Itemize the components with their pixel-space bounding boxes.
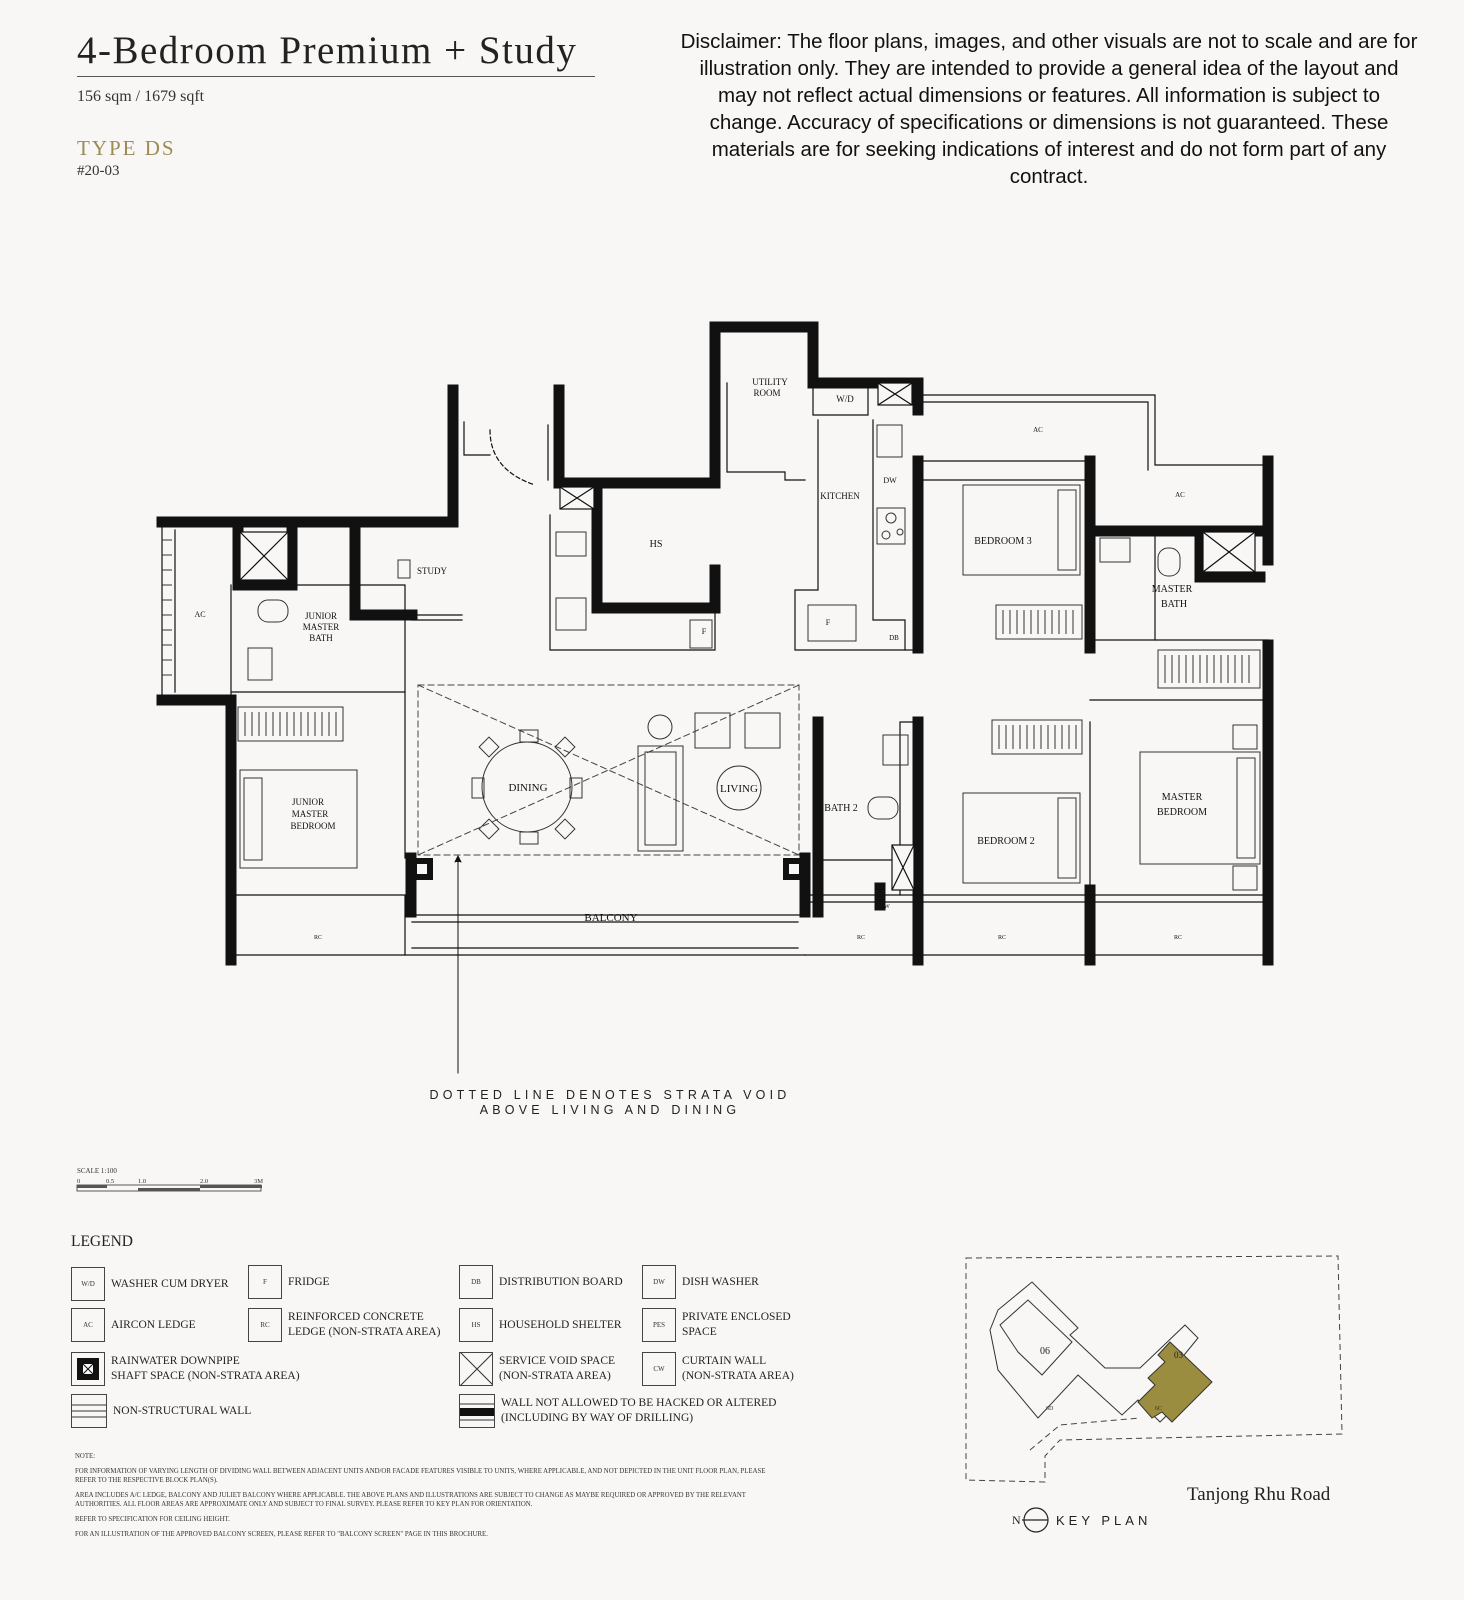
legend-code-ac: AC xyxy=(71,1308,105,1342)
legend-label-rc-1: REINFORCED CONCRETE xyxy=(288,1311,424,1323)
unit-area: 156 sqm / 1679 sqft xyxy=(77,88,205,105)
label-living: LIVING xyxy=(720,783,758,795)
legend-label-wall-no-hack-2: (INCLUDING BY WAY OF DRILLING) xyxy=(501,1412,694,1424)
scale-seg-3 xyxy=(200,1185,262,1188)
label-dw: DW xyxy=(883,476,897,485)
dining-chair-7 xyxy=(479,819,499,839)
side-table xyxy=(648,715,672,739)
bed-bedroom3 xyxy=(963,485,1080,575)
dining-chair-8 xyxy=(555,819,575,839)
legend-label-ac: AIRCON LEDGE xyxy=(111,1318,196,1331)
scale-seg-2 xyxy=(138,1188,200,1191)
legend-code-cw: CW xyxy=(642,1352,676,1386)
label-jmb-2: MASTER xyxy=(302,622,340,632)
void-note-arrow xyxy=(455,856,461,862)
label-rc-4: RC xyxy=(1173,935,1183,941)
legend-label-pes-2: SPACE xyxy=(682,1326,717,1338)
legend-item-ac xyxy=(71,1308,196,1342)
legend-item-wd xyxy=(71,1267,229,1301)
legend-label-pes xyxy=(682,1310,791,1340)
note-4: FOR AN ILLUSTRATION OF THE APPROVED BALCONY SCREEN, PLEASE REFER TO "BALCONY SCREEN" PAGE IN THIS BROCHURE. xyxy=(75,1531,488,1538)
legend-label-rc-2: LEDGE (NON-STRATA AREA) xyxy=(288,1326,441,1338)
keyplan-label-06: 06 xyxy=(1040,1346,1050,1357)
notes-title: NOTE: xyxy=(75,1453,96,1460)
legend-label-fridge: FRIDGE xyxy=(288,1275,330,1288)
label-jmb-3: BATH xyxy=(309,633,333,643)
label-bedroom2: BEDROOM 2 xyxy=(977,836,1035,847)
legend-item-pes xyxy=(642,1308,791,1342)
label-balcony: BALCONY xyxy=(584,912,638,924)
bed-jmb xyxy=(240,770,357,868)
key-plan-label: KEY PLAN xyxy=(1056,1513,1152,1528)
legend-label-wall-no-hack xyxy=(501,1396,776,1426)
legend-item-dw xyxy=(642,1265,759,1299)
kitchen-fridge xyxy=(808,605,856,641)
legend-symbol-service-void xyxy=(459,1352,493,1386)
bedside-master-2 xyxy=(1233,866,1257,890)
legend-label-rainwater-1: RAINWATER DOWNPIPE xyxy=(111,1355,240,1367)
label-rc-2: RC xyxy=(856,935,866,941)
legend-code-pes: PES xyxy=(642,1308,676,1342)
label-ac-west: AC xyxy=(194,610,206,619)
study-door xyxy=(412,615,462,620)
bed-master-pillow xyxy=(1237,758,1255,858)
label-kitchen: KITCHEN xyxy=(820,491,860,501)
wall-study-west xyxy=(355,530,412,615)
legend-item-wall-no-hack xyxy=(459,1394,776,1428)
scale-tick-0: 0 xyxy=(77,1178,81,1185)
legend-item-service-void xyxy=(459,1352,615,1386)
hob-burner-2 xyxy=(882,531,890,539)
legend-label-service-void-1: SERVICE VOID SPACE xyxy=(499,1355,616,1367)
kitchen-oven xyxy=(556,598,586,630)
legend-label-cw-1: CURTAIN WALL xyxy=(682,1355,767,1367)
legend-label-service-void xyxy=(499,1354,615,1384)
legend-label-dw: DISH WASHER xyxy=(682,1275,759,1288)
road-name: Tanjong Rhu Road xyxy=(1187,1484,1331,1505)
legend-symbol-wall-no-hack xyxy=(459,1394,495,1428)
label-db: DB xyxy=(889,634,899,642)
legend-code-fridge: F xyxy=(248,1265,282,1299)
label-dining: DINING xyxy=(508,782,548,794)
wardrobe-bedroom2-hangers xyxy=(999,725,1076,749)
entrance-door-swing xyxy=(490,430,535,485)
legend-label-cw xyxy=(682,1354,794,1384)
legend-label-pes-1: PRIVATE ENCLOSED xyxy=(682,1311,791,1323)
wc-jmb xyxy=(258,600,288,622)
label-bedroom3: BEDROOM 3 xyxy=(974,536,1032,547)
strata-void-note: DOTTED LINE DENOTES STRATA VOID ABOVE LIVING AND DINING xyxy=(429,1088,791,1117)
label-master-bath-1: MASTER xyxy=(1151,584,1193,595)
sofa-cushion xyxy=(645,752,676,845)
north-label: N xyxy=(1012,1513,1021,1527)
legend-label-wall-no-hack-1: WALL NOT ALLOWED TO BE HACKED OR ALTERED xyxy=(501,1397,777,1409)
label-cw: CW xyxy=(880,904,890,910)
wc-master xyxy=(1158,548,1180,576)
legend-item-fridge xyxy=(248,1265,330,1299)
scale-label: SCALE 1:100 xyxy=(77,1167,117,1175)
notes-block xyxy=(75,1452,775,1545)
rainwater-shaft-1-inner xyxy=(417,864,427,874)
scale-tick-2: 2.0 xyxy=(200,1178,209,1185)
basin-master xyxy=(1100,538,1130,562)
unit-number: #20-03 xyxy=(77,163,120,179)
legend-label-cw-2: (NON-STRATA AREA) xyxy=(682,1370,794,1382)
legend-label-rainwater xyxy=(111,1354,300,1384)
legend-title: LEGEND xyxy=(71,1233,133,1250)
site-path xyxy=(1030,1418,1140,1450)
study-chair xyxy=(398,560,410,578)
note-2: AREA INCLUDES A/C LEDGE, BALCONY AND JULIET BALCONY WHERE APPLICABLE. THE ABOVE PLANS AND ILLUSTRATIONS ARE SUBJECT TO CHANGE AS MAYBE REQUIRED OR APPROVED BY THE RELEVANT AUTHORITIES. ALL FLOOR AREAS ARE APPROXIMATE ONLY AND SUBJECT TO FINAL SURVEY. PLEASE REFER TO KEY PLAN FOR ORIENTATION. xyxy=(75,1492,746,1508)
legend-label-non-structural: NON-STRUCTURAL WALL xyxy=(113,1404,252,1417)
ac-ledge-outline xyxy=(162,522,175,700)
scale-seg-1 xyxy=(77,1185,107,1188)
label-utility: UTILITY xyxy=(752,377,788,387)
legend-symbol-rainwater xyxy=(71,1352,105,1386)
label-bath2: BATH 2 xyxy=(824,803,858,814)
disclaimer-text: Disclaimer: The floor plans, images, and other visuals are not to scale and are for illustration only. They are intended to provide a general idea of the layout and may not reflect actual dimensions or features. All information is subject to change. Accuracy of specifications or dimensions is not guaranteed. These materials are for seeking indications of interest and do not form part of any contract. xyxy=(680,30,1418,188)
bed-jmb-pillow xyxy=(244,778,262,860)
label-utility-room: ROOM xyxy=(753,388,781,398)
label-jmbr-3: BEDROOM xyxy=(290,821,336,831)
legend-label-wd: WASHER CUM DRYER xyxy=(111,1277,229,1290)
label-jmbr-2: MASTER xyxy=(291,809,329,819)
dining-chair-2 xyxy=(520,832,538,844)
wardrobe-jmb xyxy=(238,707,343,741)
legend-code-hs: HS xyxy=(459,1308,493,1342)
wardrobe-master-hangers xyxy=(1165,655,1249,683)
label-rc-3: RC xyxy=(997,935,1007,941)
keyplan-label-03: 03 xyxy=(1174,1350,1183,1360)
keyplan-label-6d: 6D xyxy=(1046,1406,1054,1412)
wc-bath2 xyxy=(868,797,898,819)
label-master-bath-2: BATH xyxy=(1160,599,1188,610)
legend-code-rc: RC xyxy=(248,1308,282,1342)
hob-burner-3 xyxy=(897,529,903,535)
label-hs: HS xyxy=(649,539,663,550)
legend-item-db xyxy=(459,1265,623,1299)
wall-north-center xyxy=(559,327,918,483)
ac-vents xyxy=(162,540,172,675)
wall-west-lower xyxy=(162,700,231,960)
entrance-door-frame xyxy=(464,422,548,480)
label-rc-1: RC xyxy=(313,935,323,941)
label-jmb-1: JUNIOR xyxy=(304,611,338,621)
legend-label-rainwater-2: SHAFT SPACE (NON-STRATA AREA) xyxy=(111,1370,300,1382)
unit-type: TYPE DS xyxy=(77,136,176,160)
scale-bar xyxy=(76,1166,276,1200)
rainwater-shaft-2-inner xyxy=(789,864,799,874)
label-wd: W/D xyxy=(836,394,854,404)
kitchen-sink-1 xyxy=(556,532,586,556)
legend-code-dw: DW xyxy=(642,1265,676,1299)
legend-label-db: DISTRIBUTION BOARD xyxy=(499,1275,623,1288)
basin-jmb xyxy=(248,648,272,680)
legend-label-service-void-2: (NON-STRATA AREA) xyxy=(499,1370,611,1382)
bed-bedroom2-pillow xyxy=(1058,798,1076,878)
hob-burner-1 xyxy=(886,513,896,523)
note-3: REFER TO SPECIFICATION FOR CEILING HEIGHT. xyxy=(75,1516,230,1523)
bedside-master-1 xyxy=(1233,725,1257,749)
legend-label-rc xyxy=(288,1310,440,1340)
no-hack-wall-icon xyxy=(460,1394,494,1428)
legend-item-cw xyxy=(642,1352,794,1386)
wardrobe-master xyxy=(1158,650,1260,688)
legend-item-rc xyxy=(248,1308,440,1342)
label-fridge-1: F xyxy=(825,618,831,627)
key-plan xyxy=(960,1250,1350,1490)
label-master-bed-1: MASTER xyxy=(1161,792,1203,803)
wardrobe-bedroom3-hangers xyxy=(1003,610,1073,634)
non-structural-wall-icon xyxy=(72,1394,106,1428)
legend-item-hs xyxy=(459,1308,622,1342)
service-void-symbol-icon xyxy=(460,1352,492,1386)
north-arrow-icon xyxy=(1010,1505,1052,1535)
keyplan-label-6c: 6C xyxy=(1155,1406,1163,1412)
strata-void-cross xyxy=(418,685,799,855)
wardrobe-jmb-hangers xyxy=(245,712,336,736)
rc-ledge-west xyxy=(231,895,405,955)
legend-code-db: DB xyxy=(459,1265,493,1299)
label-jmbr-1: JUNIOR xyxy=(291,797,325,807)
wall-north-west xyxy=(162,390,453,522)
scale-tick-3: 3M xyxy=(254,1178,264,1185)
plan-title: 4-Bedroom Premium + Study xyxy=(77,29,578,72)
bedroom3-top xyxy=(918,461,1090,480)
scale-tick-05: 0.5 xyxy=(106,1178,115,1185)
armchair-2 xyxy=(745,713,780,748)
legend-code-wd: W/D xyxy=(71,1267,105,1301)
label-study: STUDY xyxy=(416,566,448,576)
rainwater-symbol-icon xyxy=(77,1358,99,1380)
legend-label-hs: HOUSEHOLD SHELTER xyxy=(499,1318,622,1331)
label-master-bed-2: BEDROOM xyxy=(1156,807,1208,818)
basin-bath2 xyxy=(883,735,908,765)
rc-ledge-east xyxy=(805,895,1268,955)
label-ac-east: AC xyxy=(1175,491,1185,499)
kitchen-sink-2 xyxy=(877,425,902,457)
scale-tick-1: 1.0 xyxy=(138,1178,147,1185)
legend-item-non-structural xyxy=(71,1394,251,1428)
bed-bedroom3-pillow xyxy=(1058,490,1076,570)
label-fridge-2: F xyxy=(701,627,707,636)
label-ac-top: AC xyxy=(1033,426,1043,434)
legend-symbol-non-structural xyxy=(71,1394,107,1428)
legend-item-rainwater xyxy=(71,1352,300,1386)
wardrobe-bedroom3 xyxy=(996,605,1082,639)
note-1: FOR INFORMATION OF VARYING LENGTH OF DIVIDING WALL BETWEEN ADJACENT UNITS AND/OR FACADE FEATURES VISIBLE TO UNITS, WHERE APPLICABLE, AND NOT DEPICTED IN THE UNIT FLOOR PLAN, PLEASE REFER TO THE RESPECTIVE BLOCK PLAN(S). xyxy=(75,1468,766,1484)
